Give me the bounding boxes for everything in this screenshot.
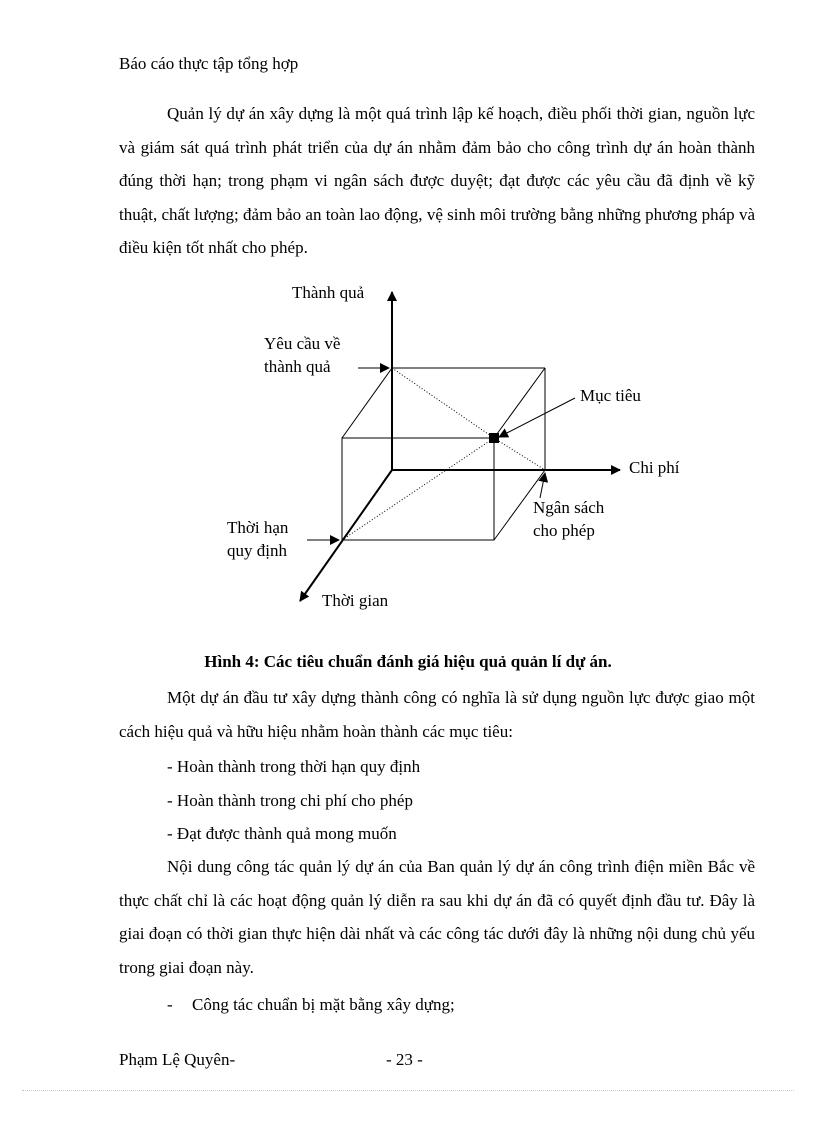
quality-req-label-1: Yêu cầu về (264, 334, 341, 353)
budget-label-2: cho phép (533, 521, 595, 540)
projection-line (342, 438, 494, 540)
list-dash: - (167, 995, 173, 1014)
time-axis (300, 470, 392, 601)
list-item: - Hoàn thành trong thời hạn quy định (167, 757, 421, 776)
target-arrow (499, 398, 575, 437)
projection-line (494, 438, 545, 470)
projection-line (392, 368, 494, 438)
quality-req-label-2: thành quả (264, 357, 331, 376)
target-label: Mục tiêu (580, 386, 641, 405)
paragraph-content: Nội dung công tác quản lý dự án của Ban quản lý dự án công trình điện miền Bắc về thực chất chỉ là các hoạt động quản lý diễn ra sau khi dự án đã có quyết định đầu tư. Đây là giai đoạn có thời gian thực hiện dài nhất và các công tác dưới đây là những nội dung chủ yếu trong giai đoạn này. (119, 857, 755, 977)
list-item: - Đạt được thành quả mong muốn (167, 824, 397, 843)
footer-author: Phạm Lệ Quyên- (119, 1050, 236, 1069)
budget-label-1: Ngân sách (533, 498, 605, 517)
quality-axis-label: Thành quả (292, 283, 365, 302)
list-item-text: Công tác chuẩn bị mặt bằng xây dựng; (192, 995, 455, 1014)
deadline-label-1: Thời hạn (227, 518, 289, 537)
paragraph-intro: Quản lý dự án xây dựng là một quá trình lập kế hoạch, điều phối thời gian, nguồn lực và giám sát quá trình phát triển của dự án nhằm đảm bảo cho công trình dự án hoàn thành đúng thời hạn; trong phạm vi ngân sách được duyệt; đạt được các yêu cầu đã định về kỹ thuật, chất lượng; đảm bảo an toàn lao động, vệ sinh môi trường bằng những phương pháp và điều kiện tốt nhất cho phép. (119, 104, 755, 258)
figure-caption: Hình 4: Các tiêu chuẩn đánh giá hiệu quả quản lí dự án. (204, 652, 612, 671)
page-bottom-divider (22, 1090, 794, 1091)
time-axis-label: Thời gian (322, 591, 389, 610)
deadline-label-2: quy định (227, 541, 287, 560)
page-header: Báo cáo thực tập tổng hợp (119, 54, 299, 73)
target-point (489, 433, 499, 443)
cube-edge (494, 368, 545, 438)
cube-edge (342, 368, 392, 438)
paragraph-success: Một dự án đầu tư xây dựng thành công có nghĩa là sử dụng nguồn lực được giao một cách hiệu quả và hữu hiệu nhằm hoàn thành các mục tiêu: (119, 688, 755, 741)
page-number: - 23 - (386, 1050, 423, 1069)
list-item (167, 994, 455, 1016)
cost-axis-label: Chi phí (629, 458, 680, 477)
list-item: - Hoàn thành trong chi phí cho phép (167, 791, 413, 810)
budget-arrow (540, 473, 545, 498)
